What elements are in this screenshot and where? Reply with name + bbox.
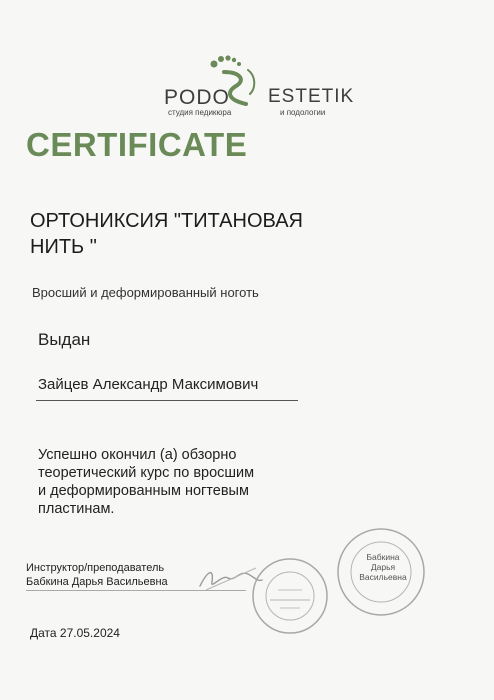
certificate-title: CERTIFICATE [26, 126, 248, 163]
instructor-role: Инструктор/преподаватель [26, 562, 165, 574]
statement-line3: и деформированным ногтевым [38, 483, 249, 499]
statement-line4: пластинам. [38, 501, 115, 517]
course-name [30, 208, 430, 260]
logo-tagline-left: студия педикюра [168, 108, 232, 117]
seal-line2: Дарья [370, 562, 396, 572]
instructor-name: Бабкина Дарья Васильевна [26, 576, 168, 588]
course-subtitle: Вросший и деформированный ноготь [32, 285, 259, 300]
issued-to-label: Выдан [38, 330, 91, 349]
logo-text-left: PODO [164, 86, 230, 109]
seal-line3: Васильевна [359, 572, 407, 582]
logo-tagline-right: и подологии [280, 108, 326, 117]
statement-line1: Успешно окончил (а) обзорно [38, 447, 237, 463]
course-name-line2: НИТЬ " [30, 236, 97, 258]
seal-inscription [345, 552, 421, 582]
course-name-line1: ОРТОНИКСИЯ "ТИТАНОВАЯ [30, 210, 303, 232]
brand-logo [150, 50, 355, 117]
logo-text-right: ESTETIK [268, 86, 355, 107]
issue-date: Дата 27.05.2024 [30, 626, 120, 640]
recipient-underline [36, 400, 298, 401]
statement-line2: теоретический курс по вросшим [38, 465, 255, 481]
completion-statement [38, 446, 338, 518]
recipient-name: Зайцев Александр Максимович [38, 376, 259, 393]
seal-line1: Бабкина [366, 552, 400, 562]
organization-seal-icon [250, 556, 330, 636]
